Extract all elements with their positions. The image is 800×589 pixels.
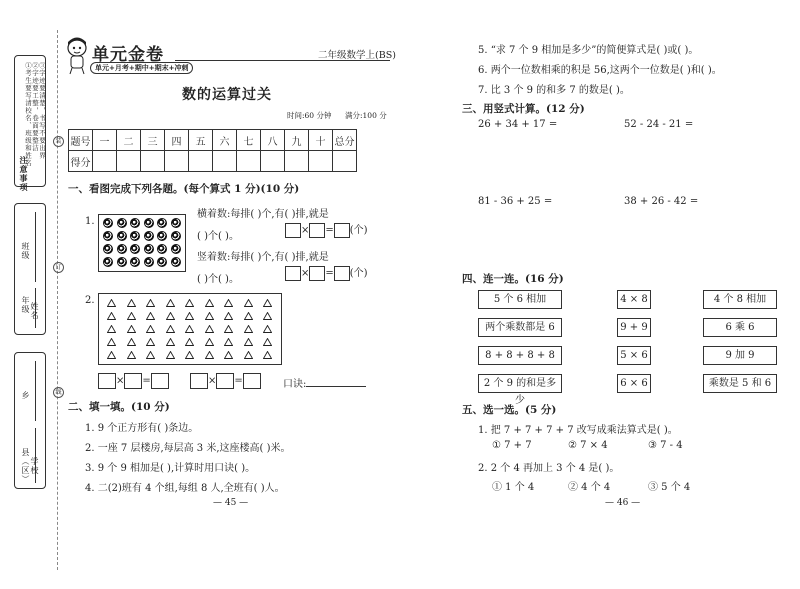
triangle-icon (244, 299, 253, 307)
football-icon (171, 218, 181, 228)
fill-item-4: 4. 二(2)班有 4 个组,每组 8 人,全班有( )人。 (85, 483, 285, 494)
fill-item-5: 5. “求 7 个 9 相加是多少”的简便算式是( )或( )。 (478, 45, 699, 56)
q1-line3: 竖着数:每排( )个,有( )排,就是 (197, 252, 329, 263)
page-title: 数的运算过关 (182, 87, 272, 103)
score-cell: 九 (285, 130, 309, 151)
choice-q1-option-1[interactable]: ① 7 + 7 (492, 440, 532, 451)
triangle-icon (146, 312, 155, 320)
football-icon (157, 218, 167, 228)
triangle-icon (127, 299, 136, 307)
triangle-icon (263, 312, 272, 320)
triangle-icon (224, 351, 233, 359)
football-icon (144, 218, 154, 228)
answer-box[interactable] (285, 223, 301, 238)
football-icon (117, 218, 127, 228)
binding-hole-3: 线 (53, 387, 64, 398)
triangle-icon (127, 338, 136, 346)
village-label: 乡 (21, 391, 30, 400)
score-input-cell[interactable] (309, 151, 333, 172)
score-cell: 三 (141, 130, 165, 151)
vertical-calc-3: 81 - 36 + 25 = (478, 196, 553, 207)
score-input-cell[interactable] (213, 151, 237, 172)
triangle-icon (146, 351, 155, 359)
answer-box[interactable] (309, 266, 325, 281)
school-label: 学校 (30, 457, 39, 475)
name-label: 姓名 (30, 302, 39, 320)
q1-number: 1. (85, 216, 95, 227)
q2-number: 2. (85, 295, 95, 306)
triangle-icon (127, 312, 136, 320)
q1-equation-2 (285, 264, 368, 281)
grade-label: 年级 (21, 296, 30, 314)
choice-question-1: 1. 把 7 + 7 + 7 + 7 改写成乘法算式是( )。 (478, 425, 678, 436)
score-table-score-row (69, 151, 357, 172)
triangle-icon (146, 299, 155, 307)
q2-equation-2 (190, 373, 261, 389)
brand-title: 单元金卷 (92, 45, 164, 65)
answer-box[interactable] (243, 373, 261, 389)
football-icon (103, 244, 113, 254)
q2-equation-1 (98, 373, 169, 389)
answer-box[interactable] (190, 373, 208, 389)
triangle-icon (107, 312, 116, 320)
triangle-icon (224, 338, 233, 346)
answer-box[interactable] (309, 223, 325, 238)
match-left-4[interactable]: 2 个 9 的和是多少 (478, 374, 562, 393)
unit-ge: (个) (349, 268, 368, 279)
vertical-calc-4: 38 + 26 - 42 = (624, 196, 699, 207)
football-icon (130, 257, 140, 267)
binding-line (57, 30, 58, 570)
football-icon (117, 244, 127, 254)
q1-line1: 横着数:每排( )个,有( )排,就是 (197, 209, 329, 220)
score-cell: 总分 (333, 130, 357, 151)
class-line (35, 212, 36, 282)
school-info-box (14, 352, 46, 489)
triangle-icon (166, 351, 175, 359)
match-right-1[interactable]: 4 个 8 相加 (703, 290, 777, 309)
football-icon (130, 231, 140, 241)
triangle-icon (185, 325, 194, 333)
score-cell: 二 (117, 130, 141, 151)
choice-q2-option-3[interactable]: ③ 5 个 4 (648, 482, 691, 493)
answer-box[interactable] (151, 373, 169, 389)
triangle-icon (185, 312, 194, 320)
football-icon (144, 231, 154, 241)
triangle-icon (127, 351, 136, 359)
football-icon (117, 231, 127, 241)
football-icon (171, 231, 181, 241)
choice-q1-option-2[interactable]: ② 7 × 4 (568, 440, 608, 451)
triangle-icon (263, 338, 272, 346)
score-input-cell[interactable] (141, 151, 165, 172)
match-right-4[interactable]: 乘数是 5 和 6 (703, 374, 777, 393)
section2-title: 二、填一填。(10 分) (68, 401, 170, 413)
triangle-icon (166, 325, 175, 333)
times-sign: × (301, 268, 310, 279)
page-number-right: — 46 — (605, 498, 641, 508)
score-cell: 题号 (69, 130, 93, 151)
football-icon (171, 244, 181, 254)
county-label: 县（区） (21, 448, 30, 484)
vertical-calc-2: 52 - 24 - 21 = (624, 119, 694, 130)
football-icon (117, 257, 127, 267)
match-mid-4[interactable]: 6 × 6 (617, 374, 651, 393)
note-3: ③字迹要清楚，书写不要出界 (38, 62, 46, 160)
score-input-cell[interactable] (261, 151, 285, 172)
football-icon (130, 244, 140, 254)
answer-box[interactable] (124, 373, 142, 389)
triangle-icon (166, 338, 175, 346)
triangle-icon (224, 312, 233, 320)
triangle-icon (244, 312, 253, 320)
fill-item-2: 2. 一座 7 层楼房,每层高 3 米,这座楼高( )米。 (85, 443, 291, 454)
answer-box[interactable] (334, 266, 350, 281)
triangle-icon (205, 338, 214, 346)
football-icon (103, 257, 113, 267)
section3-title: 三、用竖式计算。(12 分) (462, 103, 585, 115)
koujue-answer-line[interactable] (306, 386, 366, 387)
triangle-icon (127, 325, 136, 333)
triangle-icon (205, 351, 214, 359)
score-input-cell[interactable] (333, 151, 357, 172)
triangle-icon (185, 351, 194, 359)
triangle-icon (263, 325, 272, 333)
score-cell: 六 (213, 130, 237, 151)
score-cell: 十 (309, 130, 333, 151)
score-table (68, 129, 357, 172)
match-left-1[interactable]: 5 个 6 相加 (478, 290, 562, 309)
mascot-logo-icon (64, 36, 90, 76)
unit-ge: (个) (349, 225, 368, 236)
koujue-label: 口诀: (283, 379, 307, 390)
notes-heading: 注意事项 (19, 156, 28, 192)
triangle-icon (244, 338, 253, 346)
choice-q1-option-3[interactable]: ③ 7 - 4 (648, 440, 683, 451)
section4-title: 四、连一连。(16 分) (462, 273, 564, 285)
triangle-icon (185, 299, 194, 307)
football-icon (157, 231, 167, 241)
match-left-2[interactable]: 两个乘数都是 6 (478, 318, 562, 337)
note-2: ②字迹要工整，卷面要整洁 (31, 62, 39, 152)
vertical-calc-1: 26 + 34 + 17 = (478, 119, 558, 130)
binding-hole-2: 订 (53, 262, 64, 273)
triangle-icon (244, 351, 253, 359)
score-cell: 一 (93, 130, 117, 151)
class-info-box (14, 203, 46, 335)
answer-box[interactable] (216, 373, 234, 389)
village-line (35, 361, 36, 421)
answer-box[interactable] (285, 266, 301, 281)
triangle-icon (107, 351, 116, 359)
score-cell: 八 (261, 130, 285, 151)
match-mid-3[interactable]: 5 × 6 (617, 346, 651, 365)
football-icon (130, 218, 140, 228)
score-cell: 得分 (69, 151, 93, 172)
notes-box (14, 55, 46, 192)
match-right-2[interactable]: 6 乘 6 (703, 318, 777, 337)
triangle-icon (166, 312, 175, 320)
triangle-icon (185, 338, 194, 346)
class-label: 班级 (21, 242, 30, 260)
equals-sign: = (325, 225, 334, 236)
page-number-left: — 45 — (213, 498, 249, 508)
choice-question-2: 2. 2 个 4 再加上 3 个 4 是( )。 (478, 463, 620, 474)
triangle-icon (205, 299, 214, 307)
match-left-3[interactable]: 8 + 8 + 8 + 8 (478, 346, 562, 365)
score-input-cell[interactable] (285, 151, 309, 172)
score-input-cell[interactable] (189, 151, 213, 172)
triangle-icon (107, 325, 116, 333)
football-icon (144, 244, 154, 254)
score-table-header-row (69, 130, 357, 151)
triangle-grid (98, 293, 282, 365)
triangle-icon (244, 325, 253, 333)
triangle-icon (166, 299, 175, 307)
football-grid (98, 214, 186, 272)
score-input-cell[interactable] (117, 151, 141, 172)
triangle-icon (205, 325, 214, 333)
answer-box[interactable] (98, 373, 116, 389)
binding-hole-1: 装 (53, 136, 64, 147)
triangle-icon (224, 299, 233, 307)
choice-q2-option-1[interactable]: ① 1 个 4 (492, 482, 535, 493)
section5-title: 五、选一选。(5 分) (462, 404, 557, 416)
q1-line2: ( )个( )。 (197, 231, 239, 242)
grade-label: 二年级数学上(BS) (318, 50, 396, 61)
football-icon (103, 218, 113, 228)
q1-line4: ( )个( )。 (197, 274, 239, 285)
score-input-cell[interactable] (237, 151, 261, 172)
football-icon (103, 231, 113, 241)
q1-equation-1 (285, 221, 368, 238)
triangle-icon (146, 338, 155, 346)
match-mid-2[interactable]: 9 + 9 (617, 318, 651, 337)
fill-item-6: 6. 两个一位数相乘的积是 56,这两个一位数是( )和( )。 (478, 65, 722, 76)
score-input-cell[interactable] (93, 151, 117, 172)
score-input-cell[interactable] (165, 151, 189, 172)
time-limit: 时间:60 分钟 (287, 111, 332, 120)
triangle-icon (263, 351, 272, 359)
note-1: ①考生要写清校名、班级和姓名 (24, 62, 32, 167)
choice-q2-option-2[interactable]: ② 4 个 4 (568, 482, 611, 493)
triangle-icon (224, 325, 233, 333)
score-cell: 四 (165, 130, 189, 151)
match-mid-1[interactable]: 4 × 8 (617, 290, 651, 309)
triangle-icon (107, 338, 116, 346)
full-score: 满分:100 分 (345, 111, 387, 120)
times-sign: × (116, 375, 125, 387)
brand-subtitle: 单元+月考+期中+期末+冲刺 (90, 62, 193, 74)
fill-item-3: 3. 9 个 9 相加是( ),计算时用口诀( )。 (85, 463, 256, 474)
triangle-icon (263, 299, 272, 307)
triangle-icon (205, 312, 214, 320)
football-icon (157, 257, 167, 267)
score-cell: 七 (237, 130, 261, 151)
triangle-icon (146, 325, 155, 333)
fill-item-1: 1. 9 个正方形有( )条边。 (85, 423, 199, 434)
answer-box[interactable] (334, 223, 350, 238)
triangle-icon (107, 299, 116, 307)
equals-sign: = (142, 375, 151, 387)
equals-sign: = (234, 375, 243, 387)
equals-sign: = (325, 268, 334, 279)
section1-title: 一、看图完成下列各题。(每个算式 1 分)(10 分) (68, 183, 300, 195)
times-sign: × (301, 225, 310, 236)
football-icon (157, 244, 167, 254)
fill-item-7: 7. 比 3 个 9 的和多 7 的数是( )。 (478, 85, 630, 96)
match-right-3[interactable]: 9 加 9 (703, 346, 777, 365)
score-cell: 五 (189, 130, 213, 151)
football-icon (171, 257, 181, 267)
times-sign: × (208, 375, 217, 387)
football-icon (144, 257, 154, 267)
